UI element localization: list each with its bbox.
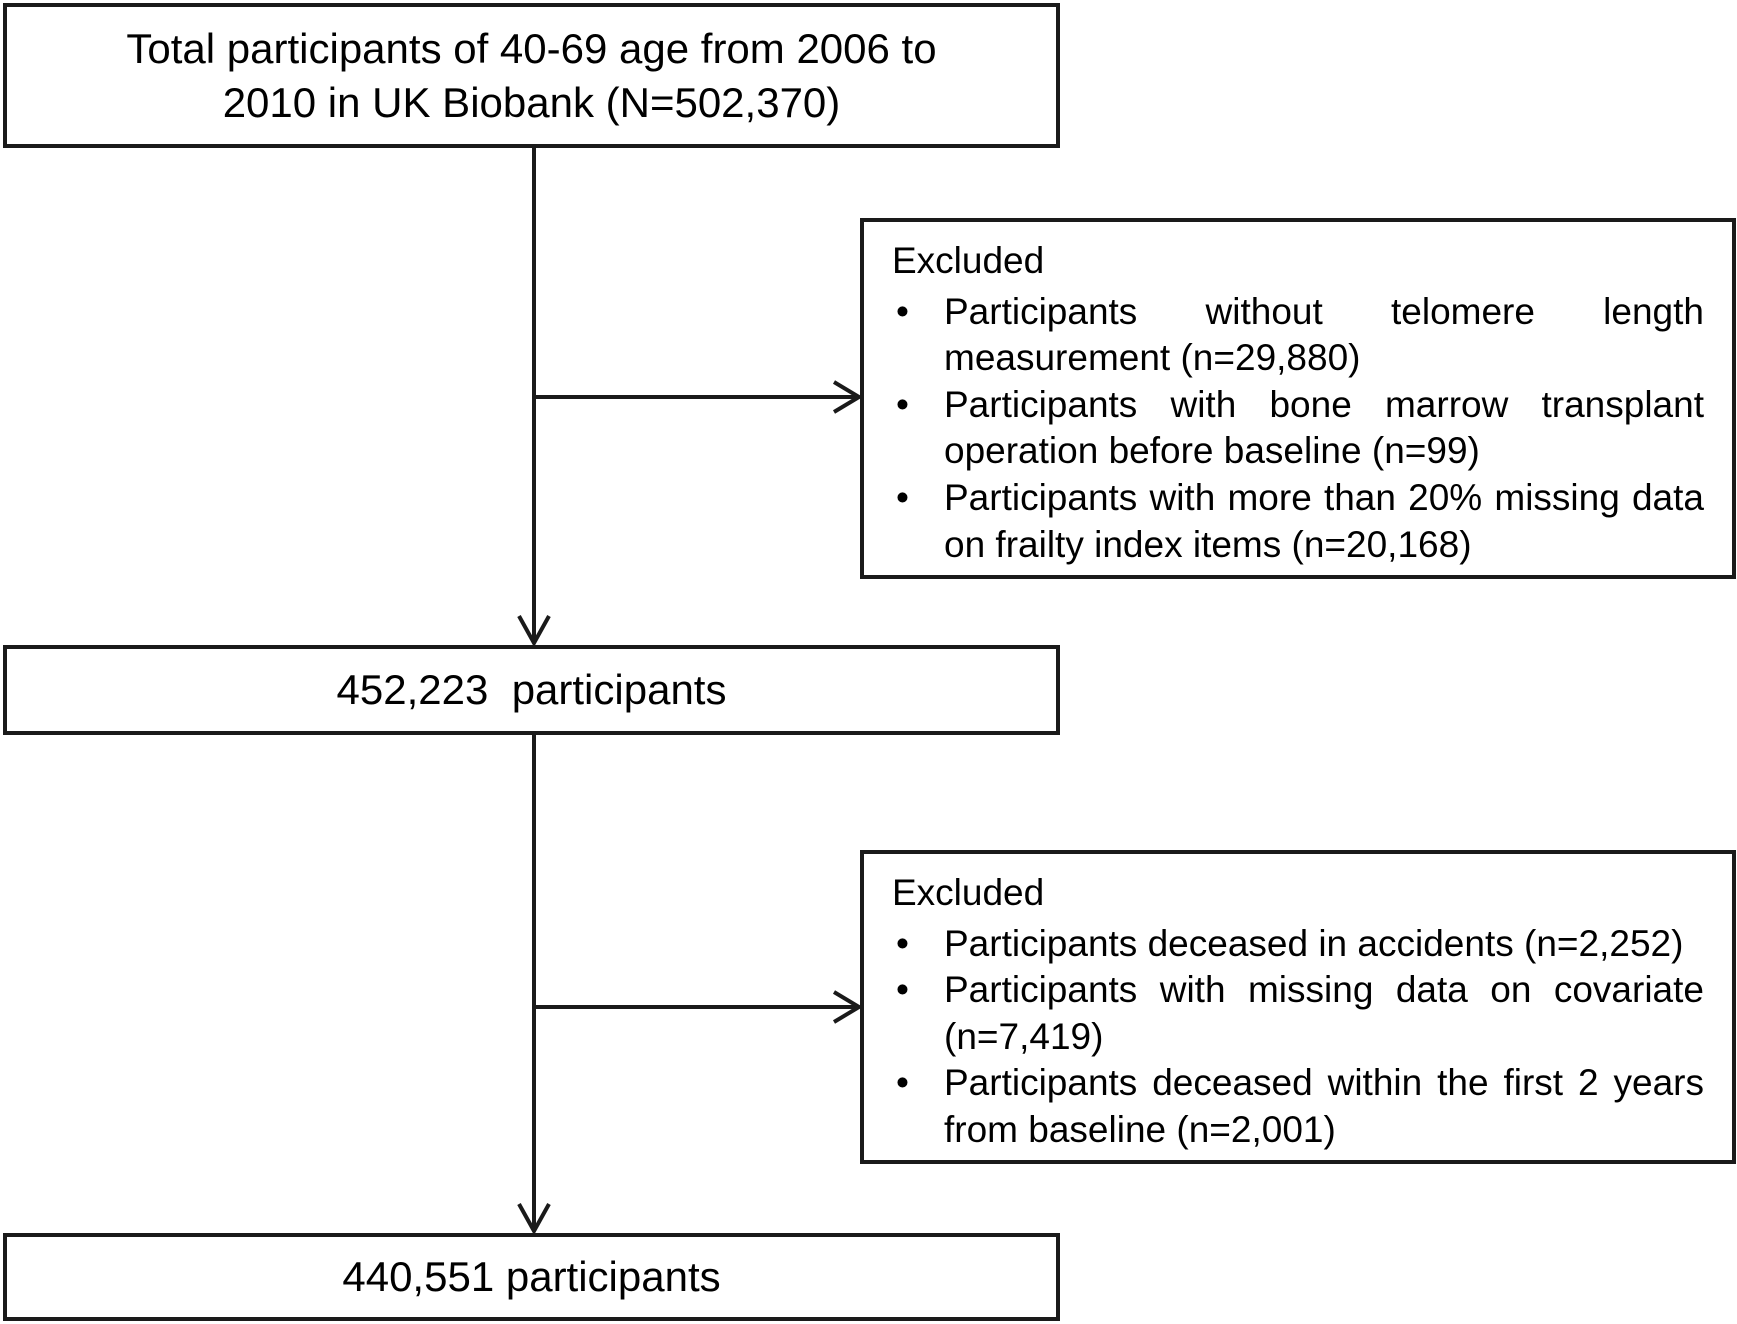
final-participants-text: 440,551 participants (342, 1253, 721, 1301)
exclusion-item (892, 921, 1704, 968)
total-participants-line-1: Total participants of 40-69 age from 2006 to (126, 24, 937, 72)
exclusion-item-text: Participants with more than 20% missing data on frailty index items (n=20,168) (944, 477, 1704, 565)
exclusion-item-text: Participants deceased in accidents (n=2,252) (944, 922, 1684, 964)
exclusion-item-text: Participants without telomere length measurement (n=29,880) (944, 290, 1704, 379)
mid-participants-text: 452,223 participants (336, 666, 727, 714)
exclusion-list-1 (892, 289, 1704, 569)
exclusion-item (892, 289, 1704, 382)
bullet-icon: • (896, 290, 909, 332)
exclusion-item-text: Participants deceased within the first 2 years from baseline (n=2,001) (944, 1062, 1704, 1151)
bullet-icon: • (896, 477, 909, 519)
mid-participants-box (3, 645, 1060, 735)
bullet-icon: • (896, 383, 909, 425)
bullet-icon: • (896, 1062, 909, 1104)
exclusion-item (892, 475, 1704, 568)
exclusion-box-2 (860, 850, 1736, 1164)
exclusion-heading-2: Excluded (892, 872, 1045, 913)
total-participants-box (3, 3, 1060, 148)
exclusion-list-2 (892, 921, 1704, 1154)
exclusion-box-1 (860, 218, 1736, 579)
total-participants-text (126, 22, 936, 130)
exclusion-item-text: Participants with bone marrow transplant operation before baseline (n=99) (944, 383, 1704, 472)
bullet-icon: • (896, 922, 909, 964)
exclusion-item (892, 1060, 1704, 1153)
bullet-icon: • (896, 969, 909, 1011)
exclusion-item (892, 967, 1704, 1060)
exclusion-item-text: Participants with missing data on covariate (n=7,419) (944, 969, 1704, 1057)
final-participants-box (3, 1233, 1060, 1321)
exclusion-item (892, 382, 1704, 475)
exclusion-heading-1: Excluded (892, 240, 1045, 281)
total-participants-line-2: 2010 in UK Biobank (N=502,370) (222, 78, 841, 126)
